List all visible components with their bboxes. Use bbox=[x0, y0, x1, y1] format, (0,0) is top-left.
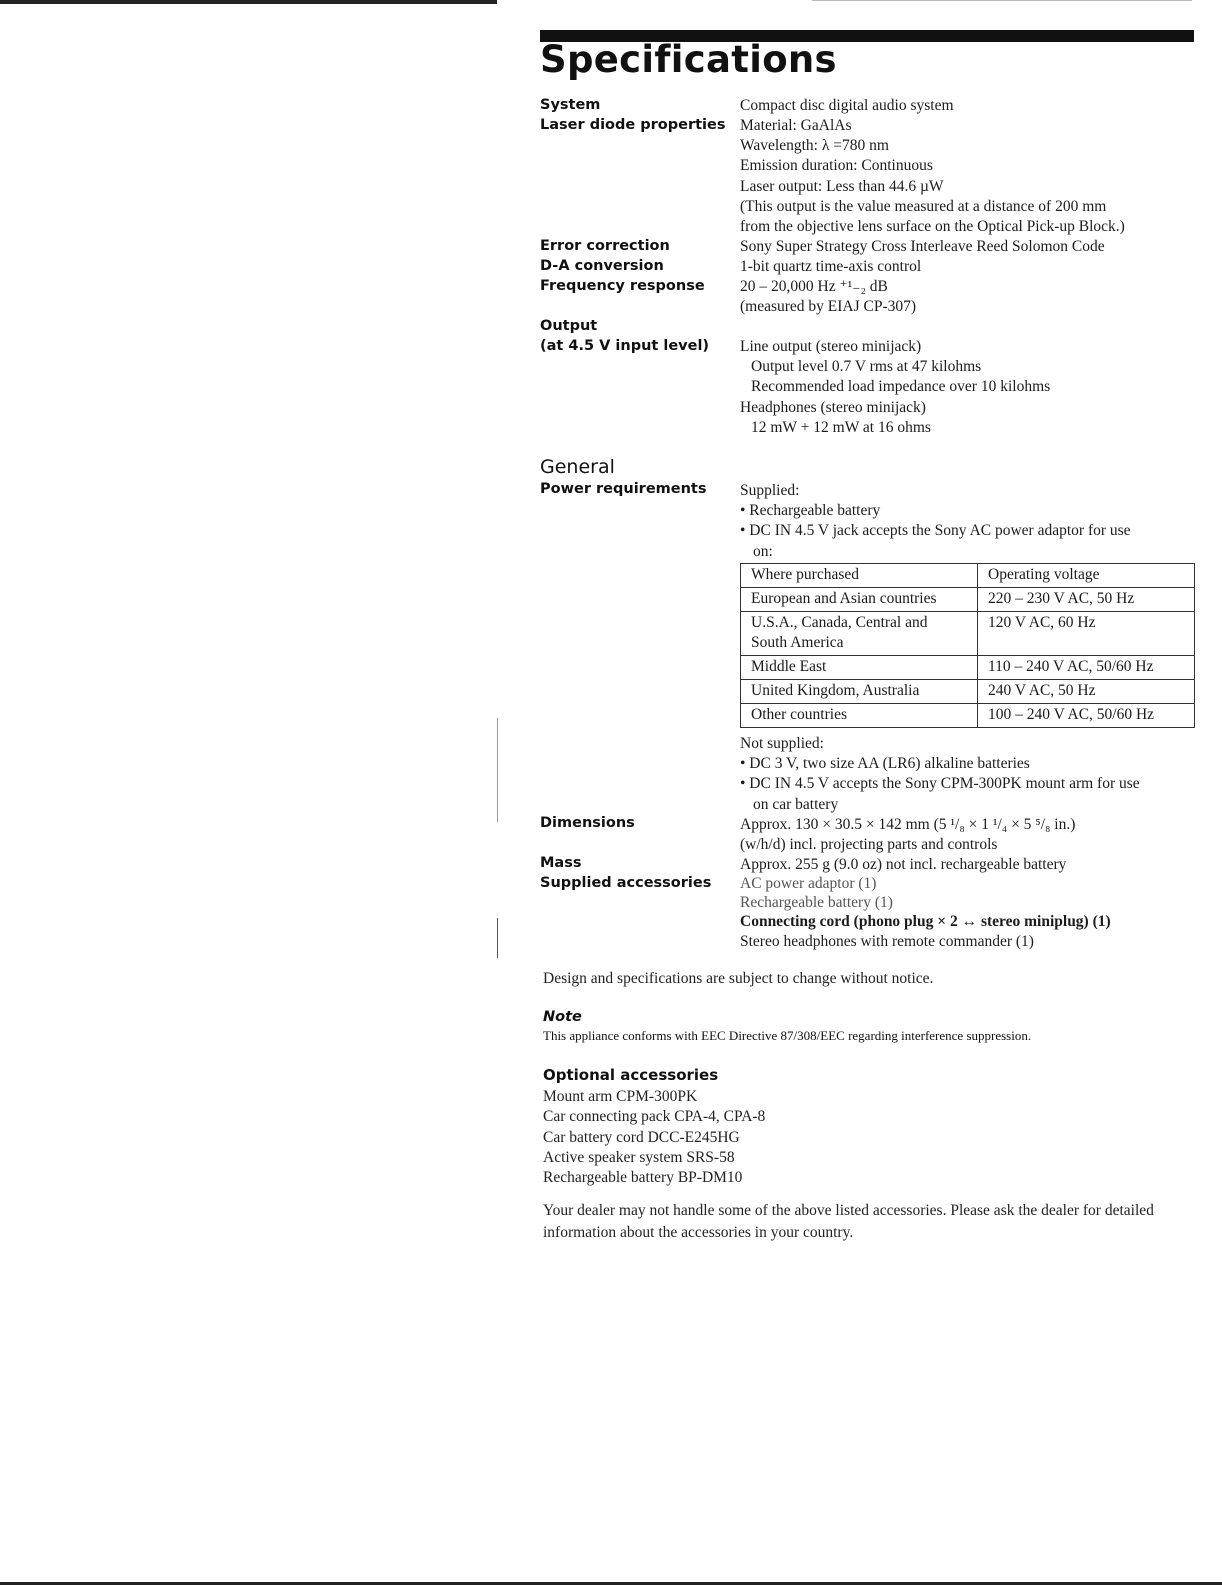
note-text: This appliance conforms with EEC Directive 87/308/EEC regarding interference suppression. bbox=[543, 1028, 1032, 1043]
table-cell: 100 – 240 V AC, 50/60 Hz bbox=[978, 704, 1195, 728]
spec-value-line: Sony Super Strategy Cross Interleave Reed Solomon Code bbox=[740, 238, 1105, 255]
spec-label-output: Output bbox=[540, 318, 598, 334]
spec-label-power: Power requirements bbox=[540, 481, 707, 497]
spec-label-accessories: Supplied accessories bbox=[540, 875, 712, 891]
note-heading: Note bbox=[543, 1009, 582, 1025]
power-supplied-item: on: bbox=[753, 542, 773, 560]
spec-value-line: (This output is the value measured at a distance of 200 mm bbox=[740, 197, 1107, 215]
margin-mark bbox=[497, 718, 498, 822]
dealer-notice: Your dealer may not handle some of the above listed accessories. Please ask the dealer for detailed information about the accessories in your country. bbox=[543, 1202, 1154, 1241]
spec-label-system: System bbox=[540, 97, 601, 113]
list-item: Active speaker system SRS-58 bbox=[543, 1148, 735, 1166]
table-cell: Other countries bbox=[741, 704, 978, 728]
spec-label-laser: Laser diode properties bbox=[540, 117, 726, 133]
accessory-item: Connecting cord (phono plug × 2 ↔ stereo miniplug) (1) bbox=[740, 913, 1111, 931]
table-row bbox=[741, 656, 1195, 680]
table-row bbox=[741, 704, 1195, 728]
table-header-cell: Operating voltage bbox=[978, 564, 1195, 588]
table-cell: European and Asian countries bbox=[741, 588, 978, 612]
spec-value-accessories bbox=[740, 874, 1195, 951]
spec-value-line: Headphones (stereo minijack) bbox=[740, 398, 926, 416]
table-cell: Middle East bbox=[741, 656, 978, 680]
spec-value-line: from the objective lens surface on the Optical Pick-up Block.) bbox=[740, 218, 1125, 236]
spec-label-dimensions: Dimensions bbox=[540, 815, 635, 831]
accessory-item: Rechargeable battery (1) bbox=[740, 894, 893, 912]
table-row bbox=[741, 612, 1195, 656]
page-title: Specifications bbox=[540, 38, 837, 81]
spec-value-line: 12 mW + 12 mW at 16 ohms bbox=[751, 418, 931, 436]
table-header-cell: Where purchased bbox=[741, 564, 978, 588]
spec-value-dimensions bbox=[740, 815, 1195, 855]
power-not-supplied-item: on car battery bbox=[753, 795, 839, 813]
table-cell: 220 – 230 V AC, 50 Hz bbox=[978, 588, 1195, 612]
top-rule-left bbox=[0, 0, 497, 4]
spec-value-mass bbox=[740, 855, 1195, 875]
voltage-table bbox=[740, 563, 1195, 728]
spec-label-frequency-response: Frequency response bbox=[540, 278, 705, 294]
spec-value-system bbox=[740, 96, 1195, 116]
power-supplied bbox=[740, 481, 1195, 562]
spec-label-da-conversion: D-A conversion bbox=[540, 258, 664, 274]
section-heading-general: General bbox=[540, 456, 615, 478]
power-supplied-title: Supplied: bbox=[740, 482, 800, 499]
table-row bbox=[741, 588, 1195, 612]
power-not-supplied-title: Not supplied: bbox=[740, 735, 824, 752]
table-cell: United Kingdom, Australia bbox=[741, 680, 978, 704]
spec-value-output bbox=[740, 337, 1195, 438]
table-cell: U.S.A., Canada, Central and South America bbox=[741, 612, 978, 656]
spec-value-line: Approx. 255 g (9.0 oz) not incl. rechargeable battery bbox=[740, 856, 1067, 873]
power-supplied-item: • Rechargeable battery bbox=[740, 502, 881, 520]
spec-value-line: Line output (stereo minijack) bbox=[740, 338, 922, 355]
spec-value-line: Material: GaAlAs bbox=[740, 117, 852, 134]
spec-value-line: 1-bit quartz time-axis control bbox=[740, 258, 922, 275]
list-item: Mount arm CPM-300PK bbox=[543, 1088, 698, 1105]
power-not-supplied-item: • DC IN 4.5 V accepts the Sony CPM-300PK mount arm for use bbox=[740, 775, 1140, 793]
power-not-supplied-item: • DC 3 V, two size AA (LR6) alkaline batteries bbox=[740, 755, 1030, 773]
spec-value-line: Compact disc digital audio system bbox=[740, 97, 954, 114]
design-notice: Design and specifications are subject to change without notice. bbox=[543, 970, 934, 987]
accessory-item: Stereo headphones with remote commander (1) bbox=[740, 932, 1034, 950]
spec-value-line: Laser output: Less than 44.6 µW bbox=[740, 177, 944, 195]
accessory-item: AC power adaptor (1) bbox=[740, 875, 877, 892]
optional-accessories-heading: Optional accessories bbox=[543, 1066, 719, 1084]
spec-value-frequency-response bbox=[740, 277, 1195, 317]
table-header-row bbox=[741, 564, 1195, 588]
spec-value-laser bbox=[740, 116, 1195, 237]
list-item: Car battery cord DCC-E245HG bbox=[543, 1128, 740, 1146]
optional-accessories-list bbox=[543, 1087, 1193, 1188]
spec-value-line: Wavelength: λ =780 nm bbox=[740, 137, 889, 155]
table-cell: 110 – 240 V AC, 50/60 Hz bbox=[978, 656, 1195, 680]
spec-value-line: (w/h/d) incl. projecting parts and controls bbox=[740, 836, 998, 854]
spec-value-line: Recommended load impedance over 10 kilohms bbox=[751, 378, 1051, 396]
spec-value-da-conversion bbox=[740, 257, 1195, 277]
table-cell: 120 V AC, 60 Hz bbox=[978, 612, 1195, 656]
power-not-supplied bbox=[740, 734, 1195, 815]
top-rule-right bbox=[812, 0, 1192, 1]
spec-label-mass: Mass bbox=[540, 855, 582, 871]
spec-value-line: Approx. 130 × 30.5 × 142 mm (5 ¹/₈ × 1 ¹/₄ × 5 ⁵/₈ in.) bbox=[740, 816, 1076, 833]
spec-value-line: Emission duration: Continuous bbox=[740, 157, 933, 175]
table-row bbox=[741, 680, 1195, 704]
power-supplied-item: • DC IN 4.5 V jack accepts the Sony AC power adaptor for use bbox=[740, 522, 1131, 540]
spec-value-line: 20 – 20,000 Hz ⁺¹₋₂ dB bbox=[740, 278, 888, 295]
table-cell: 240 V AC, 50 Hz bbox=[978, 680, 1195, 704]
spec-label-output-level: (at 4.5 V input level) bbox=[540, 338, 710, 354]
spec-value-error-correction bbox=[740, 237, 1195, 257]
margin-mark bbox=[497, 918, 498, 958]
spec-value-line: (measured by EIAJ CP-307) bbox=[740, 298, 917, 316]
spec-label-error-correction: Error correction bbox=[540, 238, 670, 254]
list-item: Car connecting pack CPA-4, CPA-8 bbox=[543, 1108, 766, 1126]
list-item: Rechargeable battery BP-DM10 bbox=[543, 1169, 743, 1187]
spec-value-line: Output level 0.7 V rms at 47 kilohms bbox=[751, 358, 982, 376]
